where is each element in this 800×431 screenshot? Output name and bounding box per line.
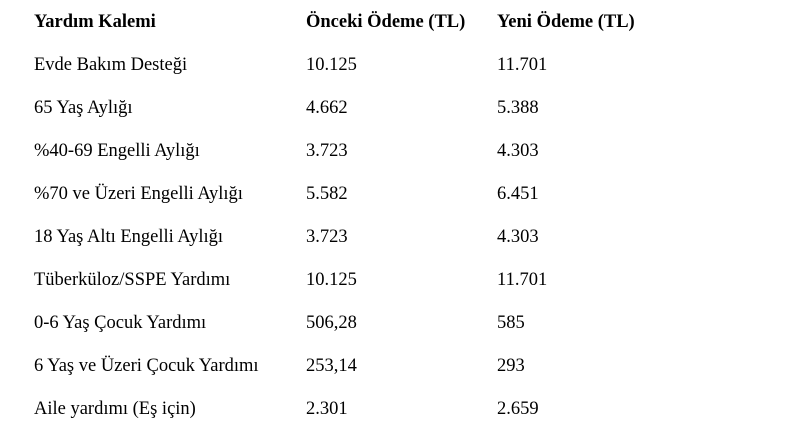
- header-item: Yardım Kalemi: [34, 11, 156, 32]
- table-row: [34, 388, 697, 431]
- table-row: [34, 130, 697, 173]
- cell-previous-payment: 2.301: [306, 399, 348, 419]
- cell-item: %40-69 Engelli Aylığı: [34, 141, 200, 161]
- cell-new-payment: 11.701: [497, 270, 548, 290]
- cell-item: Evde Bakım Desteği: [34, 55, 188, 75]
- cell-previous-payment: 3.723: [306, 227, 348, 247]
- cell-previous-payment: 4.662: [306, 98, 348, 118]
- cell-item: 18 Yaş Altı Engelli Aylığı: [34, 227, 223, 247]
- cell-previous-payment: 3.723: [306, 141, 348, 161]
- benefit-payments-table: [34, 0, 697, 431]
- table-header: [34, 0, 697, 44]
- cell-new-payment: 4.303: [497, 227, 539, 247]
- cell-new-payment: 6.451: [497, 184, 539, 204]
- cell-new-payment: 585: [497, 313, 525, 333]
- cell-new-payment: 5.388: [497, 98, 539, 118]
- table-row: [34, 87, 697, 130]
- cell-previous-payment: 5.582: [306, 184, 348, 204]
- table-body: [34, 44, 697, 431]
- cell-item: 65 Yaş Aylığı: [34, 98, 133, 118]
- table-row: [34, 216, 697, 259]
- cell-item: %70 ve Üzeri Engelli Aylığı: [34, 184, 243, 204]
- cell-new-payment: 11.701: [497, 55, 548, 75]
- cell-new-payment: 4.303: [497, 141, 539, 161]
- cell-item: 6 Yaş ve Üzeri Çocuk Yardımı: [34, 356, 259, 376]
- header-new-payment: Yeni Ödeme (TL): [497, 11, 635, 32]
- cell-previous-payment: 253,14: [306, 356, 357, 376]
- cell-item: 0-6 Yaş Çocuk Yardımı: [34, 313, 207, 333]
- header-previous-payment: Önceki Ödeme (TL): [306, 11, 466, 32]
- header-row: [34, 0, 697, 44]
- cell-new-payment: 293: [497, 356, 525, 376]
- cell-item: Aile yardımı (Eş için): [34, 399, 196, 419]
- table-row: [34, 44, 697, 87]
- cell-new-payment: 2.659: [497, 399, 539, 419]
- cell-previous-payment: 506,28: [306, 313, 357, 333]
- table-row: [34, 302, 697, 345]
- cell-previous-payment: 10.125: [306, 55, 357, 75]
- table-row: [34, 345, 697, 388]
- cell-previous-payment: 10.125: [306, 270, 357, 290]
- table-row: [34, 173, 697, 216]
- cell-item: Tüberküloz/SSPE Yardımı: [34, 270, 231, 290]
- table-row: [34, 259, 697, 302]
